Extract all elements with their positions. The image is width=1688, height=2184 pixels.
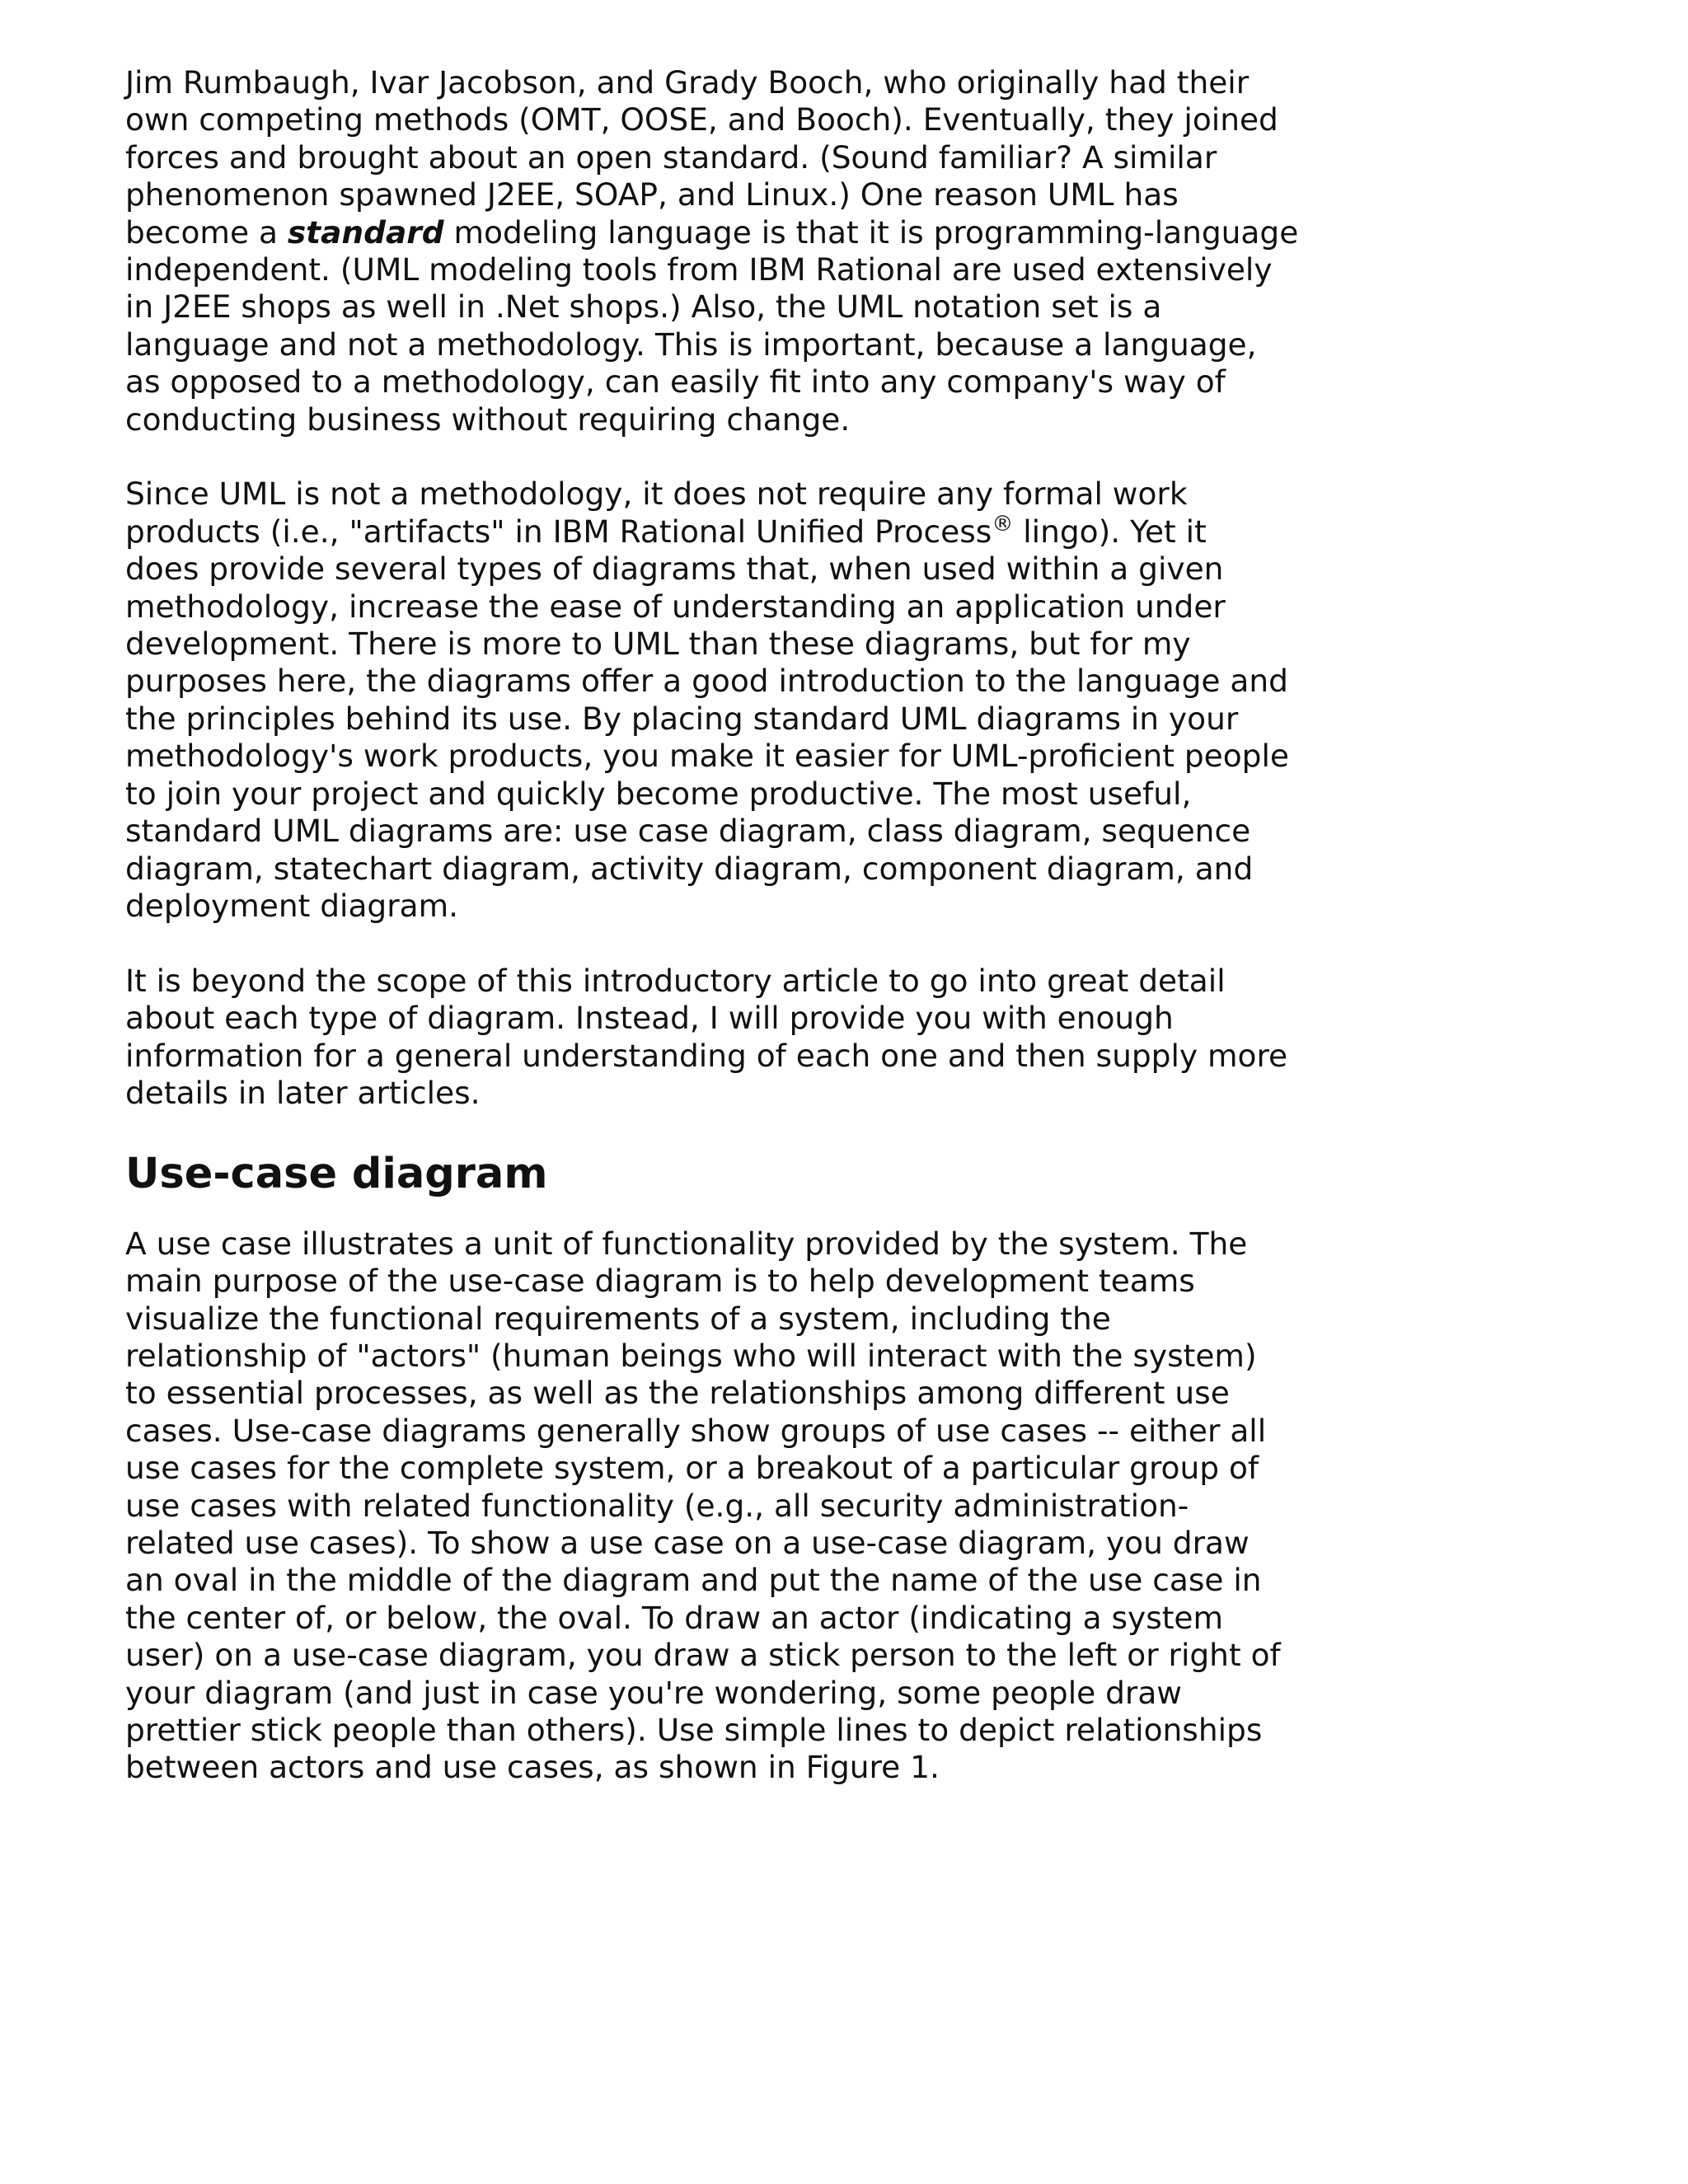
text-fragment: become a	[125, 213, 288, 251]
text-line: forces and brought about an open standard. (Sound familiar? A similar	[125, 138, 1217, 176]
text-line: in J2EE shops as well in .Net shops.) Also, the UML notation set is a	[125, 288, 1162, 326]
text-fragment: products (i.e., "artifacts" in IBM Rational Unified Process	[125, 513, 992, 550]
text-line: to essential processes, as well as the relationships among different use	[125, 1375, 1230, 1412]
text-line: development. There is more to UML than these diagrams, but for my	[125, 626, 1191, 663]
text-line: A use case illustrates a unit of functionality provided by the system. The	[125, 1225, 1248, 1262]
article-body	[125, 64, 1329, 1824]
text-line: user) on a use-case diagram, you draw a stick person to the left or right of	[125, 1637, 1281, 1674]
text-line: methodology, increase the ease of understanding an application under	[125, 588, 1226, 625]
text-line: visualize the functional requirements of a system, including the	[125, 1300, 1111, 1337]
section-heading-use-case-diagram: Use-case diagram	[125, 1149, 548, 1198]
text-line: between actors and use cases, as shown in Figure 1.	[125, 1749, 940, 1786]
text-line: relationship of "actors" (human beings who will interact with the system)	[125, 1337, 1257, 1374]
text-line: the principles behind its use. By placing standard UML diagrams in your	[125, 700, 1239, 737]
text-line: It is beyond the scope of this introductory article to go into great detail	[125, 962, 1226, 999]
paragraph-intro-history	[125, 64, 1329, 438]
text-line: Jim Rumbaugh, Ivar Jacobson, and Grady Booch, who originally had their	[125, 64, 1250, 101]
text-line: diagram, statechart diagram, activity diagram, component diagram, and	[125, 850, 1254, 887]
text-line: information for a general understanding of each one and then supply more	[125, 1037, 1288, 1074]
text-line: standard UML diagrams are: use case diagram, class diagram, sequence	[125, 813, 1251, 850]
text-line: as opposed to a methodology, can easily fit into any company's way of	[125, 363, 1226, 401]
text-line: cases. Use-case diagrams generally show groups of use cases -- either all	[125, 1412, 1267, 1449]
paragraph-scope	[125, 963, 1329, 1113]
text-line: the center of, or below, the oval. To draw an actor (indicating a system	[125, 1599, 1224, 1636]
text-line: to join your project and quickly become productive. The most useful,	[125, 775, 1192, 812]
text-line: own competing methods (OMT, OOSE, and Booch). Eventually, they joined	[125, 101, 1278, 138]
text-line: conducting business without requiring change.	[125, 401, 851, 438]
text-line: does provide several types of diagrams that, when used within a given	[125, 551, 1224, 588]
text-line: language and not a methodology. This is important, because a language,	[125, 326, 1257, 363]
text-line: independent. (UML modeling tools from IBM Rational are used extensively	[125, 251, 1273, 288]
text-line: an oval in the middle of the diagram and put the name of the use case in	[125, 1562, 1262, 1599]
text-line: methodology's work products, you make it easier for UML-proficient people	[125, 738, 1289, 775]
text-line: prettier stick people than others). Use simple lines to depict relationships	[125, 1712, 1263, 1749]
text-line: phenomenon spawned J2EE, SOAP, and Linux.) One reason UML has	[125, 176, 1179, 213]
text-line: purposes here, the diagrams offer a good introduction to the language and	[125, 663, 1288, 700]
text-line: related use cases). To show a use case on a use-case diagram, you draw	[125, 1524, 1250, 1561]
text-line	[125, 214, 1329, 251]
text-line: use cases for the complete system, or a breakout of a particular group of	[125, 1450, 1259, 1487]
text-line: your diagram (and just in case you're wondering, some people draw	[125, 1674, 1182, 1711]
text-fragment: modeling language is that it is programming-language	[443, 213, 1299, 251]
paragraph-use-case-description	[125, 1226, 1329, 1787]
text-line: main purpose of the use-case diagram is to help development teams	[125, 1263, 1195, 1300]
paragraph-uml-diagrams	[125, 476, 1329, 925]
text-line: about each type of diagram. Instead, I will provide you with enough	[125, 1000, 1174, 1037]
emphasis-standard: standard	[287, 213, 444, 251]
text-line: deployment diagram.	[125, 887, 459, 924]
registered-trademark-symbol: ®	[992, 511, 1014, 537]
text-fragment: lingo). Yet it	[1013, 513, 1207, 550]
text-line	[125, 513, 1329, 551]
text-line: Since UML is not a methodology, it does not require any formal work	[125, 476, 1188, 513]
text-line: use cases with related functionality (e.g., all security administration-	[125, 1487, 1189, 1524]
text-line: details in later articles.	[125, 1074, 481, 1111]
